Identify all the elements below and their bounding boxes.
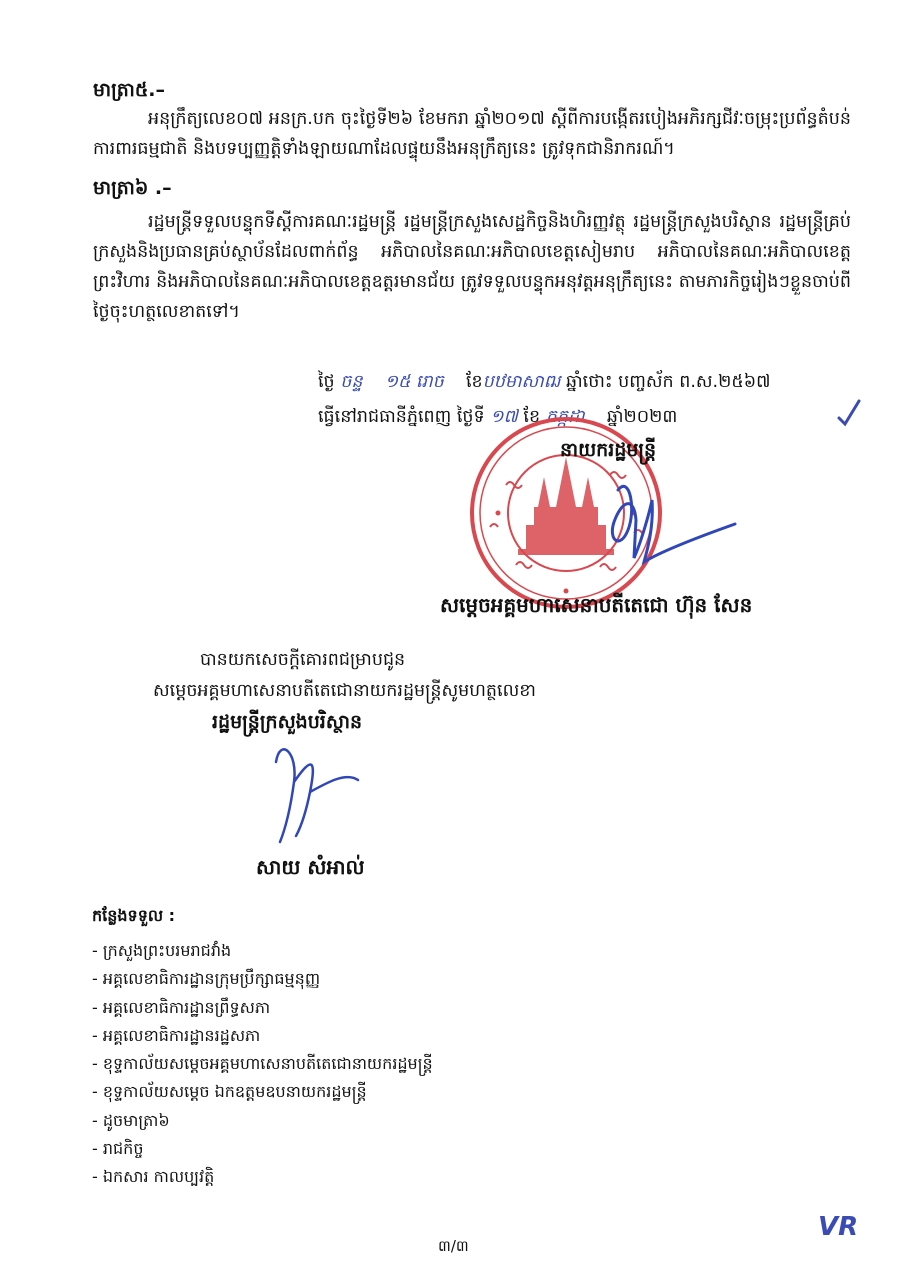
minister-title: រដ្ឋមន្ត្រីក្រសួងបរិស្ថាន [212,711,363,733]
article5-text: អនុក្រឹត្យលេខ០៧ អនក្រ.បក ចុះថ្ងៃទី២៦ ខែមករា ឆ្នាំ២០១៧ ស្តីពីការបង្កើតរបៀងអភិរក្សជីវៈចម្រុះប្រព័ន្ធតំបន់ការពារធម្មជាតិ និងបទប្បញ្ញត្តិទាំងឡាយណាដែលផ្ទុយនឹងអនុក្រឹត្យនេះ ត្រូវទុកជានិរាករណ៍។ [93,109,851,159]
lunar-date-line [318,370,771,396]
report-line-2: សម្តេចអគ្គមហាសេនាបតីតេជោនាយករដ្ឋមន្ត្រីសូមហត្ថលេខា [153,681,536,701]
recipient-item: - ឯកសារ កាលប្បវត្តិ [92,1167,215,1187]
recipient-item: - អគ្គលេខាធិការដ្ឋានក្រុមប្រឹក្សាធម្មនុញ្ញ [92,969,321,989]
initials-mark: VR [818,1212,859,1242]
lunar-month: បឋមាសាឍ [482,372,561,392]
lunar-month-label: ខែ [465,372,483,392]
report-line-1: បានយកសេចក្តីគោរពជម្រាបជូន [200,650,406,670]
article5-heading: មាត្រា៥.– [93,79,166,101]
lunar-date: ១៥ រោច [384,372,444,392]
recipient-item: - ក្រសួងព្រះបរមរាជវាំង [92,941,232,960]
solar-day: ១៧ [490,407,518,427]
month-label: ខែ [523,407,541,427]
recipients-title: កន្លែងទទួល : [92,906,176,925]
article6-text: រដ្ឋមន្ត្រីទទួលបន្ទុកទីស្តីការគណៈរដ្ឋមន្ត្រី រដ្ឋមន្ត្រីក្រសួងសេដ្ឋកិច្ចនិងហិរញ្ញវត្ថុ រដ្ឋមន្ត្រីក្រសួងបរិស្ថាន រដ្ឋមន្ត្រីគ្រប់ក្រសួងនិងប្រធានគ្រប់ស្ថាប័នដែលពាក់ព័ន្ធ អភិបាលនៃគណៈអភិបាលខេត្តសៀមរាប អភិបាលនៃគណៈអភិបាលខេត្តព្រះវិហារ និងអភិបាលនៃគណៈអភិបាលខេត្តឧត្តរមានជ័យ ត្រូវទទួលបន្ទុកអនុវត្តអនុក្រឹត្យនេះ តាមភារកិច្ចរៀងៗខ្លួនចាប់ពីថ្ងៃចុះហត្ថលេខាតទៅ។ [93,212,851,322]
minister-name: សាយ សំអាល់ [256,855,365,879]
recipient-item: - រាជកិច្ច [92,1139,144,1159]
check-mark-icon [836,398,862,428]
pm-signature-icon [590,470,740,570]
solar-month: កក្កដា [545,407,585,427]
recipient-item: - អគ្គលេខាធិការដ្ឋានព្រឹទ្ធសភា [92,997,271,1017]
recipient-item: - ខុទ្ទកាល័យសម្តេច ឯកឧត្តមឧបនាយករដ្ឋមន្ត្រី [92,1082,367,1102]
lunar-prefix: ថ្ងៃ [318,372,335,392]
signatory-title: នាយករដ្ឋមន្ត្រី [560,439,657,461]
lunar-year: ឆ្នាំថោះ បញ្ចស័ក ព.ស.២៥៦៧ [565,372,771,392]
recipient-item: - ខុទ្ទកាល័យសម្តេចអគ្គមហាសេនាបតីតេជោនាយករដ្ឋមន្ត្រី [92,1054,433,1074]
place-prefix: ធ្វើនៅរាជធានីភ្នំពេញ ថ្ងៃទី [318,407,485,427]
solar-year: ឆ្នាំ២០២៣ [606,407,678,427]
minister-signature-icon [258,732,368,852]
signatory-name: សម្តេចអគ្គមហាសេនាបតីតេជោ ហ៊ុន សែន [440,593,753,617]
recipients-list [92,905,433,1192]
page-number: ៣/៣ [438,1237,469,1255]
recipient-item: - អគ្គលេខាធិការដ្ឋានរដ្ឋសភា [92,1025,261,1045]
recipient-item: - ដូចមាត្រា៦ [92,1110,170,1130]
lunar-day: ចន្ទ [340,372,363,392]
article6-heading: មាត្រា៦ .– [93,177,172,199]
